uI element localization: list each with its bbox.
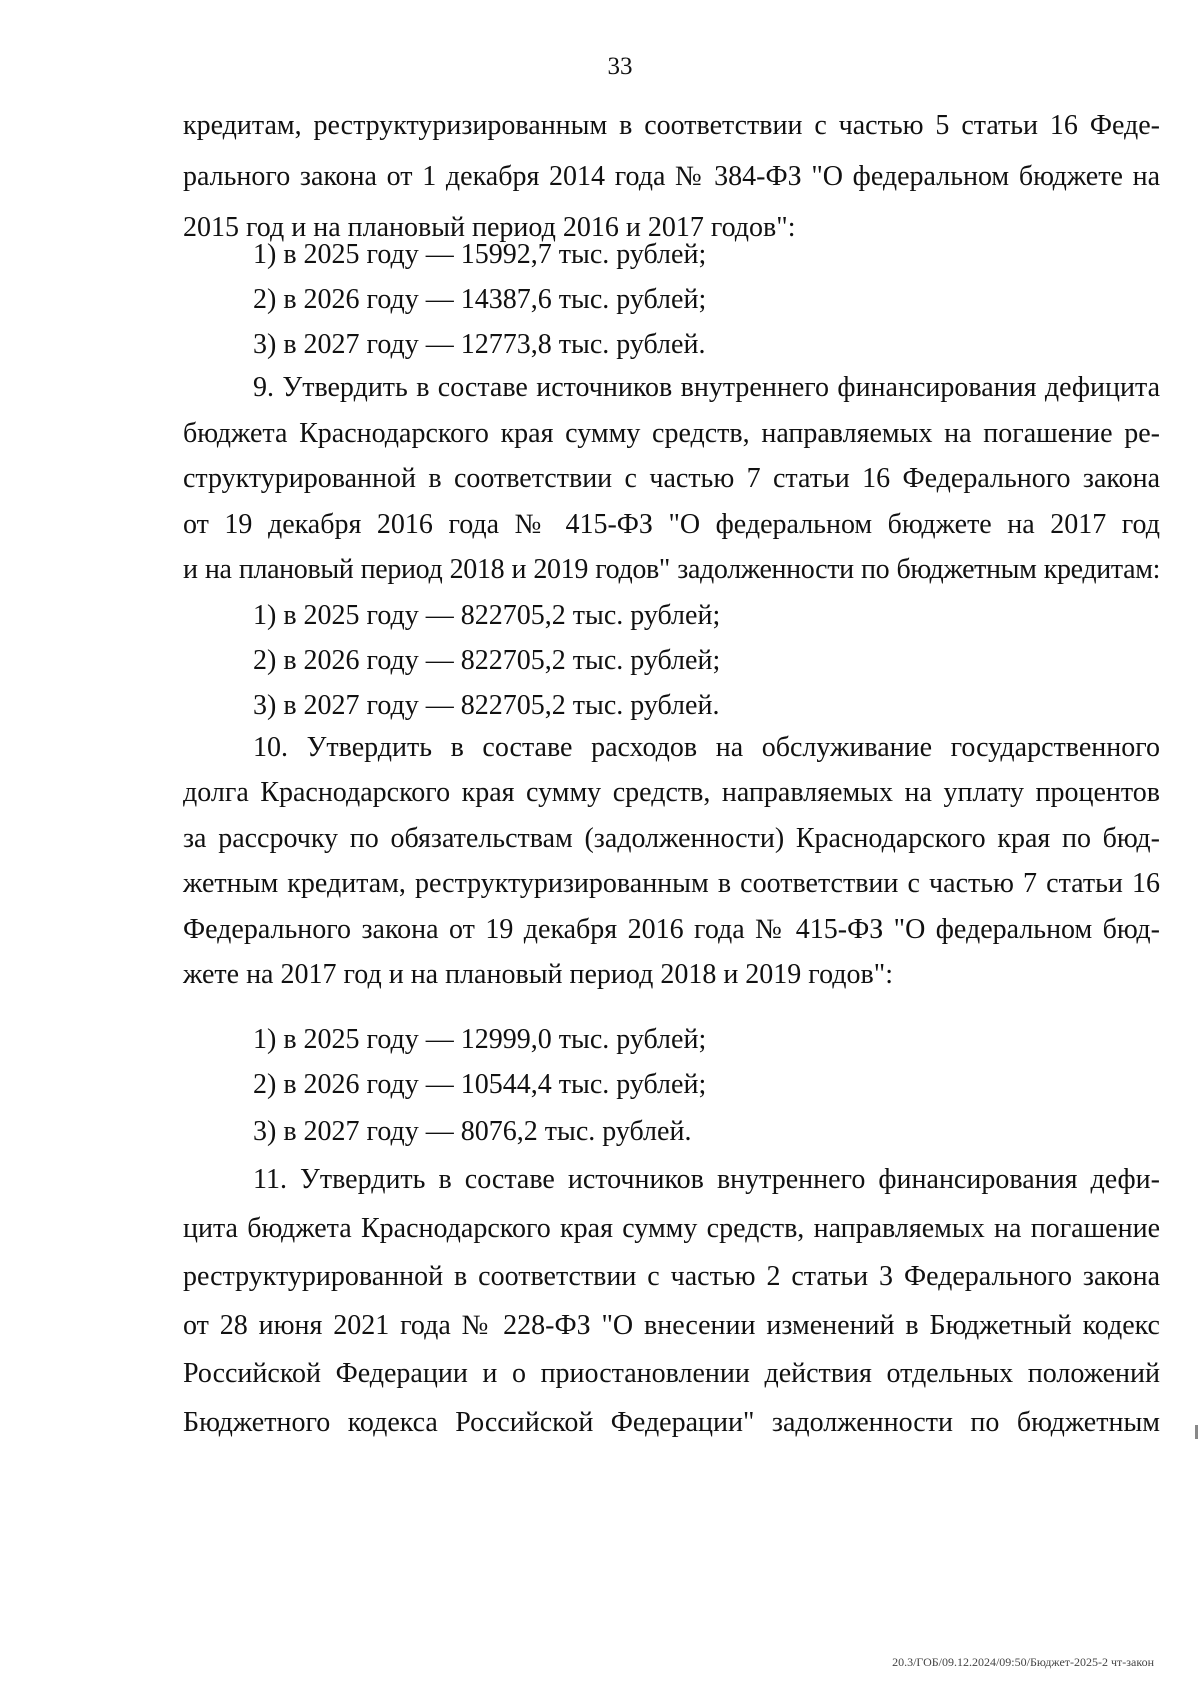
section-9-line-1: 9. Утвердить в составе источников внутреннего финансирования дефицита	[253, 372, 1160, 403]
intro-line-2: рального закона от 1 декабря 2014 года № 384-ФЗ "О федеральном бюджете на	[183, 161, 1160, 192]
section-9-line-5: и на плановый период 2018 и 2019 годов" задолженности по бюджетным кредитам:	[183, 554, 1160, 586]
list-a-item-2: 2) в 2026 году — 14387,6 тыс. рублей;	[253, 284, 707, 315]
list-a-item-1: 1) в 2025 году — 15992,7 тыс. рублей;	[253, 239, 707, 270]
document-footer-code: 20.3/ГОБ/09.12.2024/09:50/Бюджет-2025-2 чт-закон	[892, 1655, 1154, 1669]
section-11-line-1: 11. Утвердить в составе источников внутреннего финансирования дефи-	[253, 1164, 1160, 1195]
section-10-line-1: 10. Утвердить в составе расходов на обслуживание государственного	[253, 732, 1160, 763]
section-11-paragraph	[183, 1156, 1160, 1448]
section-10-line-4: жетным кредитам, реструктуризированным в соответствии с частью 7 статьи 16	[183, 868, 1160, 900]
list-c-item-1: 1) в 2025 году — 12999,0 тыс. рублей;	[253, 1024, 707, 1055]
list-b-item-3: 3) в 2027 году — 822705,2 тыс. рублей.	[253, 690, 720, 721]
section-9-line-4: от 19 декабря 2016 года № 415-ФЗ "О федеральном бюджете на 2017 год	[183, 508, 1160, 540]
section-10-line-6: жете на 2017 год и на плановый период 2018 и 2019 годов":	[183, 959, 893, 991]
page-number: 33	[607, 53, 633, 80]
section-10-paragraph	[183, 725, 1160, 997]
list-b-item-2: 2) в 2026 году — 822705,2 тыс. рублей;	[253, 645, 721, 676]
intro-line-1: кредитам, реструктуризированным в соответствии с частью 5 статьи 16 Феде-	[183, 110, 1160, 141]
section-9-paragraph	[183, 365, 1160, 593]
list-c-item-3: 3) в 2027 году — 8076,2 тыс. рублей.	[253, 1116, 692, 1147]
section-11-line-4: от 28 июня 2021 года № 228-ФЗ "О внесении изменений в Бюджетный кодекс	[183, 1309, 1160, 1341]
section-11-line-3: реструктурированной в соответствии с частью 2 статьи 3 Федерального закона	[183, 1261, 1160, 1293]
section-11-line-5: Российской Федерации и о приостановлении действия отдельных положений	[183, 1358, 1160, 1390]
section-9-line-3: структурированной в соответствии с частью 7 статьи 16 Федерального закона	[183, 463, 1160, 495]
list-c-item-2: 2) в 2026 году — 10544,4 тыс. рублей;	[253, 1069, 707, 1100]
list-b-item-1: 1) в 2025 году — 822705,2 тыс. рублей;	[253, 600, 721, 631]
intro-line-3: 2015 год и на плановый период 2016 и 2017 годов":	[183, 212, 796, 243]
section-9-line-2: бюджета Краснодарского края сумму средств, направляемых на погашение ре-	[183, 417, 1160, 449]
section-11-line-2: цита бюджета Краснодарского края сумму средств, направляемых на погашение	[183, 1212, 1160, 1244]
section-10-line-5: Федерального закона от 19 декабря 2016 года № 415-ФЗ "О федеральном бюд-	[183, 913, 1160, 945]
list-a-item-3: 3) в 2027 году — 12773,8 тыс. рублей.	[253, 329, 706, 360]
section-10-line-3: за рассрочку по обязательствам (задолженности) Краснодарского края по бюд-	[183, 822, 1160, 854]
section-10-line-2: долга Краснодарского края сумму средств, направляемых на уплату процентов	[183, 777, 1160, 809]
section-11-line-6: Бюджетного кодекса Российской Федерации" задолженности по бюджетным	[183, 1406, 1160, 1438]
scan-edge-mark	[1195, 1425, 1198, 1439]
